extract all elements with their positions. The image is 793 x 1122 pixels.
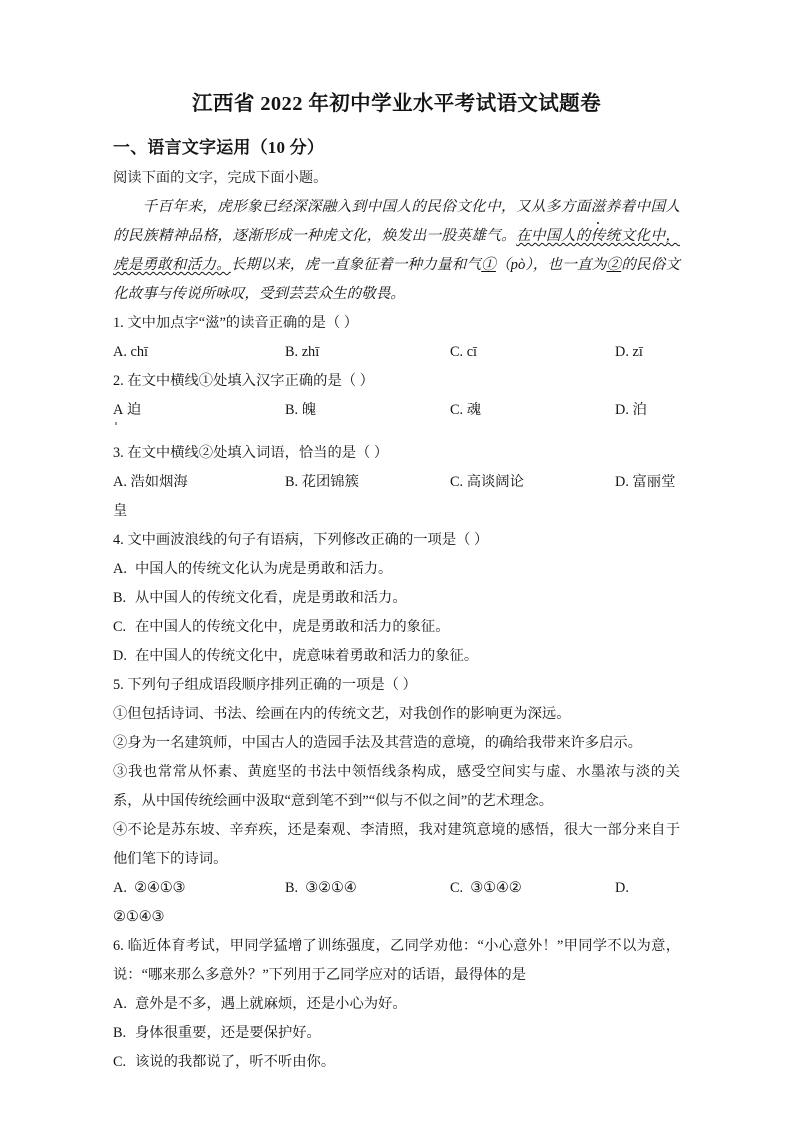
option-c[interactable] <box>450 396 481 425</box>
option-row <box>113 338 680 367</box>
option-b[interactable] <box>285 874 357 903</box>
ordering-item: ①但包括诗词、书法、绘画在内的传统文艺，对我创作的影响更为深远。 <box>113 706 571 723</box>
passage-segment-4: （pò），也一直为 <box>495 257 607 274</box>
option-a[interactable] <box>113 874 185 903</box>
option-label: A. <box>113 880 127 897</box>
option-label: C. <box>113 619 127 636</box>
option-b[interactable] <box>285 338 319 367</box>
question-number: 5. <box>113 677 124 694</box>
ordering-item: ③我也常常从怀素、黄庭坚的书法中领悟线条构成，感受空间实与虚、水墨浓与淡的关系，从中国传统绘画中汲取“意到笔不到”“似与不似之间”的艺术理念。 <box>113 764 680 810</box>
option-d-continuation: ②①④③ <box>113 909 165 926</box>
option-label: D. <box>615 344 629 361</box>
option-label: C. <box>450 474 464 491</box>
question-number: 6. <box>113 938 124 955</box>
option-label: A. <box>113 344 127 361</box>
question-stem <box>113 367 680 396</box>
option-text: 泊 <box>632 402 647 419</box>
option-a[interactable] <box>113 990 680 1019</box>
question-text: 临近体育考试，甲同学猛增了训练强度，乙同学劝他：“小心意外！”甲同学不以为意，说：“哪来那么多意外？”下列用于乙同学应对的话语，最得体的是 <box>113 938 680 984</box>
option-text: cī <box>466 344 478 361</box>
option-label: A <box>113 402 124 419</box>
question-stem <box>113 932 680 990</box>
option-d[interactable] <box>615 874 629 903</box>
option-label: A. <box>113 474 127 491</box>
option-label: C. <box>450 880 464 897</box>
question-stem <box>113 309 680 338</box>
question-number: 1. <box>113 315 124 332</box>
option-label: D. <box>113 648 127 665</box>
page-title: 江西省 2022 年初中学业水平考试语文试题卷 <box>192 93 601 115</box>
option-b[interactable] <box>113 584 680 613</box>
option-text: zhī <box>301 344 320 361</box>
option-text: chī <box>130 344 148 361</box>
option-label: B. <box>113 590 127 607</box>
option-text: 该说的我都说了，听不听由你。 <box>135 1054 336 1071</box>
question-number: 3. <box>113 445 124 462</box>
question-text: 下列句子组成语段顺序排列正确的一项是（ ） <box>127 677 417 694</box>
passage-segment-2: 养着中国人的民族精神品格，逐渐形成一种虎文化，焕发出一股英雄气。 <box>113 199 680 245</box>
option-c[interactable] <box>113 1048 680 1077</box>
option-label: B. <box>285 344 299 361</box>
passage-segment-3: 长期以来，虎一直象征着一种力量和气 <box>230 257 482 274</box>
option-c[interactable] <box>450 468 524 497</box>
option-a[interactable] <box>113 338 148 367</box>
option-text: 魂 <box>466 402 481 419</box>
option-text: 迫 <box>126 402 142 419</box>
question-number: 2. <box>113 373 124 390</box>
passage-segment-1: 千百年来，虎形象已经深深融入到中国人的民俗文化中，又从多方面 <box>142 199 591 216</box>
option-b[interactable] <box>285 396 316 425</box>
question-number: 4. <box>113 532 124 549</box>
option-label: A. <box>113 561 127 578</box>
option-d-continuation: 皇 <box>113 503 128 520</box>
question-text: 文中加点字“滋”的读音正确的是（ ） <box>127 315 359 332</box>
option-text: 富丽堂 <box>632 474 676 491</box>
wavy-underlined-sentence: 在中国人的传统文化中，虎是勇敢和活力。 <box>113 228 680 274</box>
option-label: B. <box>285 402 299 419</box>
question-text: 在文中横线①处填入汉字正确的是（ ） <box>127 373 374 390</box>
option-label: B. <box>285 880 299 897</box>
question-text: 在文中横线②处填入词语，恰当的是（ ） <box>127 445 389 462</box>
option-label: D. <box>615 402 629 419</box>
option-c[interactable] <box>450 338 477 367</box>
option-text: 从中国人的传统文化看，虎是勇敢和活力。 <box>135 590 407 607</box>
ordering-item: ②身为一名建筑师，中国古人的造园手法及其营造的意境，的确给我带来许多启示。 <box>113 735 642 752</box>
option-text: 在中国人的传统文化中，虎意味着勇敢和活力的象征。 <box>135 648 479 665</box>
option-text: ③②①④ <box>305 880 357 897</box>
ordering-item: ④不论是苏东坡、辛弃疾，还是秦观、李清照，我对建筑意境的感悟，很大一部分来自于他们笔下的诗词。 <box>113 822 680 868</box>
option-text: ③①④② <box>470 880 522 897</box>
option-label: A. <box>113 996 127 1013</box>
option-label: C. <box>450 402 464 419</box>
option-label: C. <box>450 344 464 361</box>
question-stem <box>113 526 680 555</box>
option-row <box>113 468 680 497</box>
option-text: 魄 <box>301 402 316 419</box>
option-d[interactable] <box>615 468 675 497</box>
option-a[interactable] <box>113 555 680 584</box>
option-row <box>113 874 680 903</box>
option-text: 花团锦簇 <box>301 474 359 491</box>
option-d[interactable] <box>615 396 647 425</box>
option-label: B. <box>285 474 299 491</box>
option-row <box>113 396 680 425</box>
option-a[interactable] <box>113 468 188 497</box>
option-label: B. <box>113 1025 127 1042</box>
question-stem <box>113 425 680 468</box>
question-stem <box>113 671 680 700</box>
option-d[interactable] <box>615 338 643 367</box>
scan-artifact-speck <box>115 422 117 425</box>
option-label: D. <box>615 474 629 491</box>
section-heading: 一、语言文字运用（10 分） <box>113 137 325 157</box>
option-text: 在中国人的传统文化中，虎是勇敢和活力的象征。 <box>135 619 450 636</box>
reading-passage <box>113 193 680 309</box>
option-text: 中国人的传统文化认为虎是勇敢和活力。 <box>135 561 393 578</box>
question-text: 文中画波浪线的句子有语病，下列修改正确的一项是（ ） <box>127 532 489 549</box>
option-b[interactable] <box>113 1019 680 1048</box>
option-c[interactable] <box>450 874 522 903</box>
blank-marker-2: ② <box>606 257 622 274</box>
option-a[interactable] <box>113 396 141 425</box>
emphasized-character: 滋 <box>591 193 606 222</box>
passage-segment-5: 的民俗文化故事与传说所咏叹，受到芸芸众生的敬畏。 <box>113 257 680 303</box>
option-c[interactable] <box>113 613 680 642</box>
option-text: 浩如烟海 <box>130 474 188 491</box>
option-d[interactable] <box>113 642 680 671</box>
reading-instruction: 阅读下面的文字，完成下面小题。 <box>113 170 328 187</box>
option-text: 高谈阔论 <box>466 474 524 491</box>
option-text: ②④①③ <box>134 880 186 897</box>
option-b[interactable] <box>285 468 359 497</box>
option-text: zī <box>632 344 643 361</box>
option-label: C. <box>113 1054 127 1071</box>
option-text: 身体很重要，还是要保护好。 <box>135 1025 321 1042</box>
option-text: 意外是不多，遇上就麻烦，还是小心为好。 <box>135 996 407 1013</box>
option-label: D. <box>615 880 629 897</box>
blank-marker-1: ① <box>481 257 496 274</box>
